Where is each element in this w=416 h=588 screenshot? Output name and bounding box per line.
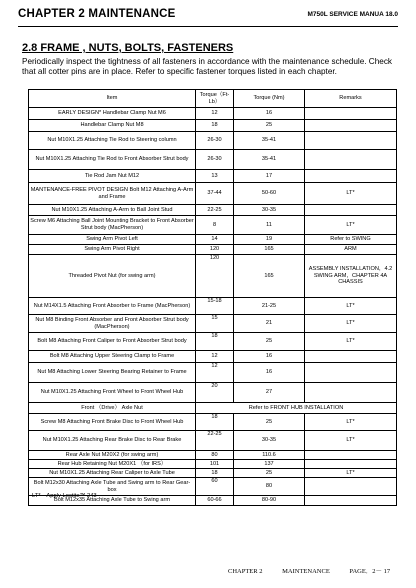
torque-ftlb-cell: 18 <box>196 469 234 478</box>
item-cell: Screw M6 Attaching Ball Joint Mounting Bracket to Front Absorber Strut body (MacPherson) <box>29 216 196 235</box>
table-row <box>29 170 397 183</box>
item-cell: Front （Drive） Axle Nut <box>29 403 196 414</box>
item-cell: Nut M10X1.25 Attaching Tie Rod to Front Absorber Strut body <box>29 150 196 170</box>
torque-nm-cell: 137 <box>234 460 305 469</box>
item-cell: Tie Rod Jam Nut M12 <box>29 170 196 183</box>
table-row <box>29 132 397 150</box>
remarks-cell <box>305 205 397 216</box>
torque-nm-cell: 25 <box>234 414 305 431</box>
table-row <box>29 351 397 363</box>
item-cell: Threaded Pivot Nut (for swing arm) <box>29 255 196 298</box>
remarks-cell <box>305 150 397 170</box>
remarks-cell: LT* <box>305 469 397 478</box>
table-row <box>29 183 397 205</box>
remarks-cell <box>305 120 397 132</box>
fastener-torque-table <box>28 89 397 506</box>
remarks-cell: LT* <box>305 333 397 351</box>
header-remarks: Remarks <box>305 90 397 108</box>
table-row <box>29 403 397 414</box>
item-cell: Bolt M8 Attaching Upper Steering Clamp to Frame <box>29 351 196 363</box>
torque-nm-cell: 50-60 <box>234 183 305 205</box>
table-row <box>29 383 397 403</box>
torque-ftlb-cell: 20 <box>196 383 234 403</box>
table-row <box>29 245 397 255</box>
torque-nm-cell: 21 <box>234 315 305 333</box>
item-cell: Nut M10X1.25 Attaching A-Arm to Ball Joint Stud <box>29 205 196 216</box>
torque-nm-cell: 19 <box>234 235 305 245</box>
torque-nm-cell: 16 <box>234 351 305 363</box>
torque-ftlb-cell: 18 <box>196 120 234 132</box>
remarks-cell <box>305 108 397 120</box>
torque-ftlb-cell: 80 <box>196 451 234 460</box>
torque-ftlb-cell: 12 <box>196 351 234 363</box>
item-cell: Nut M10X1.25 Attaching Tie Rod to Steering column <box>29 132 196 150</box>
torque-nm-cell: 27 <box>234 383 305 403</box>
torque-nm-cell: 110.6 <box>234 451 305 460</box>
remarks-cell <box>305 496 397 506</box>
torque-ftlb-cell: 12 <box>196 363 234 383</box>
remarks-cell <box>305 478 397 496</box>
torque-ftlb-cell: 22-25 <box>196 431 234 451</box>
table-row <box>29 108 397 120</box>
torque-nm-cell: 35-41 <box>234 132 305 150</box>
remarks-cell: ARM <box>305 245 397 255</box>
torque-nm-cell: 17 <box>234 170 305 183</box>
item-cell: Rear Axle Nut M20X2 (for swing arm) <box>29 451 196 460</box>
item-cell: Bolt M12x30 Attaching Axle Tube and Swing arm to Rear Gear-box <box>29 478 196 496</box>
torque-nm-cell: 16 <box>234 363 305 383</box>
table-row <box>29 469 397 478</box>
table-header-row <box>29 90 397 108</box>
item-cell: Nut M8 Binding Front Absorber and Front Absorber Strut body (MacPherson) <box>29 315 196 333</box>
torque-ftlb-cell: 13 <box>196 170 234 183</box>
torque-ftlb-cell: 60 <box>196 478 234 496</box>
remarks-cell <box>305 451 397 460</box>
torque-nm-cell: 11 <box>234 216 305 235</box>
torque-nm-cell: 25 <box>234 333 305 351</box>
item-cell: MANTENANCE-FREE PIVOT DESIGN Bolt M12 Attaching A-Arm and Frame <box>29 183 196 205</box>
remarks-cell <box>305 383 397 403</box>
torque-ftlb-cell: 22-25 <box>196 205 234 216</box>
torque-nm-cell: 30-35 <box>234 205 305 216</box>
item-cell: EARLY DESIGN* Handlebar Clamp Nut M6 <box>29 108 196 120</box>
torque-nm-cell: 25 <box>234 120 305 132</box>
merged-cell: Refer to FRONT HUB INSTALLATION <box>196 403 397 414</box>
header-torque-nm: Torque (Nm) <box>234 90 305 108</box>
torque-ftlb-cell: 15-18 <box>196 298 234 315</box>
torque-ftlb-cell: 18 <box>196 414 234 431</box>
item-cell: Handlebar Clamp Nut M8 <box>29 120 196 132</box>
remarks-cell: LT* <box>305 315 397 333</box>
remarks-cell: LT* <box>305 216 397 235</box>
item-cell: Nut M10X1.25 Attaching Front Wheel to Front Wheel Hub <box>29 383 196 403</box>
remarks-cell <box>305 351 397 363</box>
table-row <box>29 363 397 383</box>
remarks-cell: LT* <box>305 414 397 431</box>
torque-ftlb-cell: 14 <box>196 235 234 245</box>
intro-text: Periodically inspect the tightness of all fasteners in accordance with the maintenance schedule. Check that all cotter pins are in place. Refer to specific fastener torques listed in each chapter. <box>22 57 393 76</box>
table-row <box>29 298 397 315</box>
torque-nm-cell: 80-90 <box>234 496 305 506</box>
torque-ftlb-cell: 8 <box>196 216 234 235</box>
remarks-cell: ASSEMBLY INSTALLATION，4.2 SWING ARM，CHAPTER 4A CHASSIS <box>305 255 397 298</box>
torque-nm-cell: 25 <box>234 469 305 478</box>
item-cell: Nut M10X1.25 Attaching Rear Brake Disc to Rear Brake <box>29 431 196 451</box>
torque-nm-cell: 21-25 <box>234 298 305 315</box>
torque-nm-cell: 80 <box>234 478 305 496</box>
torque-ftlb-cell: 120 <box>196 245 234 255</box>
torque-nm-cell: 30-35 <box>234 431 305 451</box>
item-cell: Bolt M12x35 Attaching Axle Tube to Swing arm <box>29 496 196 506</box>
table-row <box>29 414 397 431</box>
table-row <box>29 460 397 469</box>
torque-ftlb-cell: 12 <box>196 108 234 120</box>
item-cell: Bolt M8 Attaching Front Caliper to Front Absorber Strut body <box>29 333 196 351</box>
table-row <box>29 150 397 170</box>
table-row <box>29 451 397 460</box>
item-cell: Nut M10X1.25 Attaching Rear Caliper to Axle Tube <box>29 469 196 478</box>
remarks-cell: LT* <box>305 183 397 205</box>
remarks-cell <box>305 460 397 469</box>
table-row <box>29 120 397 132</box>
item-cell: Swing Arm Pivot Right <box>29 245 196 255</box>
torque-ftlb-cell: 26-30 <box>196 150 234 170</box>
torque-nm-cell: 16 <box>234 108 305 120</box>
table-row <box>29 235 397 245</box>
item-cell: Rear Hub Retaining Nut M20X1 （for IRS） <box>29 460 196 469</box>
manual-title: M750L SERVICE MANUA 18.0 <box>307 11 398 18</box>
item-cell: Swing Arm Pivot Left <box>29 235 196 245</box>
table-row <box>29 205 397 216</box>
torque-ftlb-cell: 101 <box>196 460 234 469</box>
table-row <box>29 431 397 451</box>
footer-chapter: CHAPTER 2 <box>228 568 263 575</box>
section-title: 2.8 FRAME , NUTS, BOLTS, FASTENERS <box>22 42 234 54</box>
torque-ftlb-cell: 37-44 <box>196 183 234 205</box>
chapter-title: CHAPTER 2 MAINTENANCE <box>18 8 176 20</box>
page-footer <box>228 566 408 575</box>
header-item: Item <box>29 90 196 108</box>
torque-nm-cell: 35-41 <box>234 150 305 170</box>
table-row <box>29 255 397 298</box>
remarks-cell <box>305 170 397 183</box>
torque-ftlb-cell: 18 <box>196 333 234 351</box>
torque-ftlb-cell: 60-66 <box>196 496 234 506</box>
loctite-note: LT*—Apply Loctite™ 243 <box>32 493 97 499</box>
table-row <box>29 333 397 351</box>
table-row <box>29 315 397 333</box>
item-cell: Nut M14X1.5 Attaching Front Absorber to Frame (MacPherson) <box>29 298 196 315</box>
remarks-cell <box>305 363 397 383</box>
remarks-cell: Refer to SWING <box>305 235 397 245</box>
torque-nm-cell: 165 <box>234 255 305 298</box>
item-cell: Nut M8 Attaching Lower Steering Bearing Retainer to Frame <box>29 363 196 383</box>
torque-nm-cell: 165 <box>234 245 305 255</box>
page-header <box>18 8 398 27</box>
torque-ftlb-cell: 26-30 <box>196 132 234 150</box>
header-torque-ftlb: Torque（Ft-Lb） <box>196 90 234 108</box>
table-row <box>29 216 397 235</box>
remarks-cell <box>305 132 397 150</box>
remarks-cell: LT* <box>305 431 397 451</box>
remarks-cell: LT* <box>305 298 397 315</box>
torque-ftlb-cell: 15 <box>196 315 234 333</box>
footer-page: PAGE．2－ 17 <box>349 568 391 575</box>
footer-title: MAINTENANCE <box>282 568 330 575</box>
item-cell: Screw M8 Attaching Front Brake Disc to Front Wheel Hub <box>29 414 196 431</box>
torque-ftlb-cell: 120 <box>196 255 234 298</box>
